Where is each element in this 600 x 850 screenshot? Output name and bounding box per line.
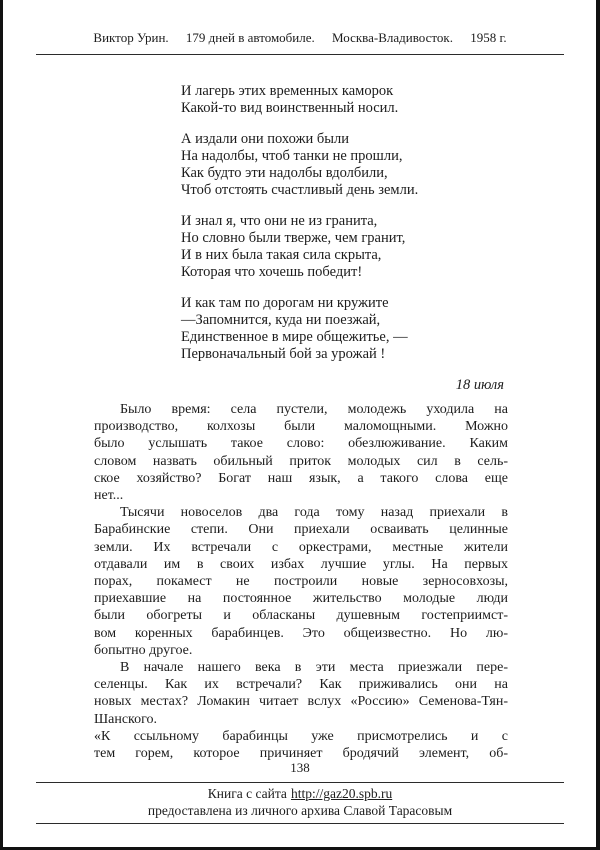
text-line: тем горем, которое причиняет бродячий элемент, об- <box>94 746 508 762</box>
poem-line: А издали они похожи были <box>181 131 350 147</box>
poem-line: И в них была такая сила скрыта, <box>181 247 382 263</box>
route-title: Москва-Владивосток. <box>332 30 453 45</box>
year-label: 1958 г. <box>470 30 507 45</box>
source-prefix: Книга с сайта <box>207 786 287 801</box>
footer-rule-bottom <box>36 823 564 824</box>
footer-rule-top <box>36 782 564 783</box>
poem <box>181 83 600 363</box>
author-name: Виктор Урин. <box>93 30 169 45</box>
text-line: селенцы. Как их встречали? Как приживались они на <box>94 677 508 693</box>
paragraph <box>94 401 508 504</box>
body-text <box>94 401 508 762</box>
poem-line: Но словно были тверже, чем гранит, <box>181 230 406 246</box>
text-line: новых местах? Ломакин читает вслух «Россию» Семенова-Тян- <box>94 694 508 710</box>
paragraph <box>94 659 508 728</box>
poem-stanza <box>181 131 600 199</box>
text-line: были обогреты и обласканы душевным гостеприимст- <box>94 608 508 624</box>
header-rule <box>36 54 564 55</box>
poem-line: Какой-то вид воинственный носил. <box>181 100 399 116</box>
text-line: нет... <box>94 488 124 504</box>
text-line: Тысячи новоселов два года тому назад приехали в <box>120 505 508 521</box>
poem-line: И как там по дорогам ни кружите <box>181 295 389 311</box>
paragraph <box>94 728 508 762</box>
poem-line: —Запомнится, куда ни поезжай, <box>181 312 381 328</box>
text-line: ское хозяйство? Богат наш язык, а такого слова еще <box>94 470 508 486</box>
page-footer <box>0 760 600 824</box>
credit-line: предоставлена из личного архива Славой Тарасовым <box>147 803 453 818</box>
poem-line: Чтоб отстоять счастливый день земли. <box>181 182 419 198</box>
poem-line: Которая что хочешь победит! <box>181 264 363 280</box>
text-line: было услышать такое слово: обезлюживание. Каким <box>94 436 508 452</box>
text-line: отдавали им в своих избах лучшие углы. На первых <box>94 556 508 572</box>
poem-line: Как будто эти надолбы вдолбили, <box>181 165 388 181</box>
page-number: 138 <box>290 760 310 775</box>
scan-edge-right <box>596 0 600 850</box>
scan-edge-left <box>0 0 3 850</box>
text-line: производство, колхозы были маломощными. Можно <box>94 419 508 435</box>
text-line: Шанского. <box>94 711 158 727</box>
poem-stanza <box>181 295 600 363</box>
text-line: В начале нашего века в эти места приезжали пере- <box>120 660 508 676</box>
paragraph <box>94 504 508 659</box>
text-line: вом коренных барабинцев. Это общеизвестно. Но лю- <box>94 625 508 641</box>
poem-stanza <box>181 83 600 117</box>
running-header <box>0 30 600 46</box>
text-line: приехавшие на постоянное жительство молодые люди <box>94 591 508 607</box>
text-line: Было время: села пустели, молодежь уходила на <box>120 402 508 417</box>
text-line: Барабинские степи. Они приехали осваивать целинные <box>94 522 508 538</box>
poem-line: Единственное в мире общежитье, — <box>181 329 408 345</box>
text-line: «К ссыльному барабинцы уже присмотрелись и с <box>94 728 508 744</box>
poem-stanza <box>181 213 600 281</box>
book-title: 179 дней в автомобиле. <box>185 30 315 45</box>
poem-line: И знал я, что они не из гранита, <box>181 213 378 229</box>
poem-line: На надолбы, чтоб танки не прошли, <box>181 148 403 164</box>
text-line: земли. Их встречали с оркестрами, местные жители <box>94 539 508 555</box>
text-line: словом назвать обильный приток молодых сил в сель- <box>94 453 508 469</box>
source-url[interactable]: http://gaz20.spb.ru <box>290 786 393 801</box>
text-line: порах, покамест не построили новые зерносовхозы, <box>94 574 508 590</box>
date-label: 18 июля <box>455 377 504 393</box>
text-line: бопытно другое. <box>94 642 193 658</box>
poem-line: И лагерь этих временных каморок <box>181 83 394 99</box>
source-line <box>0 786 600 802</box>
poem-line: Первоначальный бой за урожай ! <box>181 346 386 362</box>
